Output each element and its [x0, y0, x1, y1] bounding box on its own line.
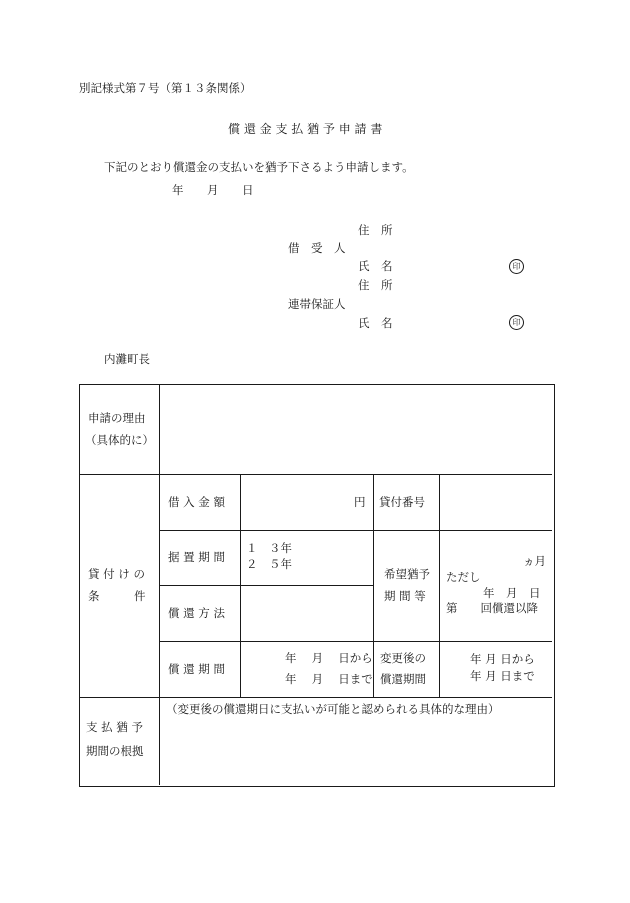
basis-note: （変更後の償還期日に支払いが可能と認められる具体的な理由） — [166, 702, 500, 716]
desired-deferral-label-sub: 期 間 等 — [384, 589, 426, 603]
guarantor-seal-icon: 印 — [509, 315, 524, 330]
desired-from-installment: 第 回償還以降 — [446, 601, 538, 615]
reason-label-sub: （具体的に） — [85, 433, 154, 447]
changed-period-label-sub: 償還期間 — [380, 672, 426, 686]
repay-period-from: 年 月 日から — [285, 651, 373, 665]
loan-number-field[interactable] — [444, 480, 548, 526]
addressee: 内灘町長 — [104, 352, 150, 366]
changed-period-from: 年 月 日から — [470, 652, 535, 666]
repay-period-label: 償 還 期 間 — [168, 662, 225, 676]
changed-period-label: 変更後の — [380, 651, 426, 665]
conditions-label-sub: 条 件 — [88, 589, 146, 603]
row-divider — [159, 641, 552, 642]
deferral-option-2[interactable]: ２ ５年 — [246, 557, 292, 571]
col-divider — [159, 385, 160, 785]
repay-method-label: 償 還 方 法 — [168, 606, 225, 620]
page-title: 償 還 金 支 払 猶 予 申 請 書 — [228, 122, 383, 136]
col-divider — [240, 474, 241, 697]
borrower-address-label: 住 所 — [358, 223, 393, 237]
months-unit: ヵ月 — [523, 554, 546, 568]
deferral-option-1[interactable]: １ ３年 — [246, 541, 292, 555]
basis-label: 支 払 猶 予 — [86, 720, 143, 734]
loan-amount-label: 借 入 金 額 — [168, 495, 225, 509]
intro-text: 下記のとおり償還金の支払いを猶予下さるよう申請します。 — [104, 160, 414, 174]
reason-label: 申請の理由 — [88, 411, 146, 425]
col-divider — [439, 474, 440, 697]
conditions-label: 貸 付 け の — [88, 567, 145, 581]
row-divider — [80, 697, 552, 698]
date-day: 日 — [242, 183, 254, 197]
loan-number-label: 貸付番号 — [379, 495, 425, 509]
repay-method-field[interactable] — [245, 590, 369, 636]
guarantor-name-label: 氏 名 — [358, 316, 393, 330]
borrower-role: 借 受 人 — [288, 241, 346, 255]
repay-period-to: 年 月 日まで — [285, 672, 373, 686]
col-divider — [373, 474, 374, 697]
date-year: 年 — [172, 183, 184, 197]
basis-field[interactable] — [164, 721, 548, 781]
yen-unit: 円 — [354, 495, 366, 509]
desired-date: 年 月 日 — [483, 586, 541, 600]
basis-label-sub: 期間の根拠 — [86, 744, 144, 758]
deferral-label: 据 置 期 間 — [168, 550, 225, 564]
row-divider — [159, 585, 373, 586]
desired-deferral-label: 希望猶予 — [384, 567, 430, 581]
row-divider — [80, 474, 552, 475]
guarantor-address-label: 住 所 — [358, 278, 393, 292]
borrower-seal-icon: 印 — [509, 259, 524, 274]
tadashi-text: ただし — [446, 570, 481, 584]
changed-period-to: 年 月 日まで — [470, 669, 535, 683]
row-divider — [159, 530, 552, 531]
reason-field[interactable] — [164, 390, 548, 470]
guarantor-role: 連帯保証人 — [288, 297, 346, 311]
form-number: 別記様式第７号（第１３条関係） — [79, 81, 252, 95]
date-month: 月 — [207, 183, 219, 197]
application-table — [79, 384, 555, 787]
borrower-name-label: 氏 名 — [358, 259, 393, 273]
